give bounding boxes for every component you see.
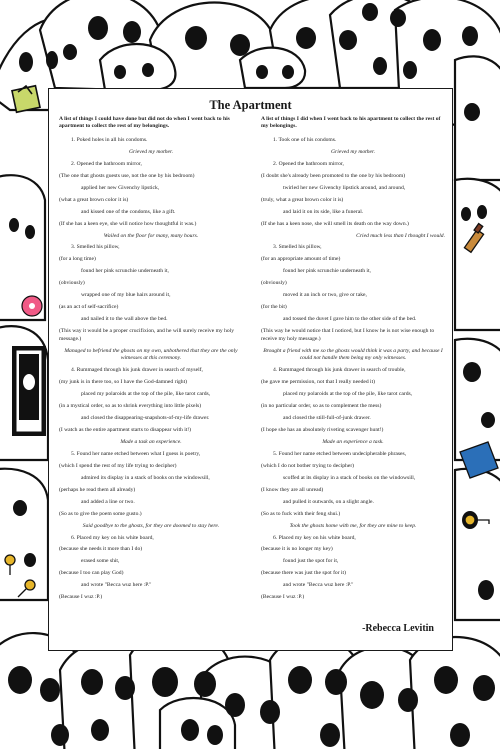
right-poem-line: and laid it on its side, like a funeral. [283,208,364,215]
right-poem-line: (I hope she has an absolutely riveting scavenger hunt!) [261,426,384,433]
left-poem-line: (The one that ghosts guests use, not the one by his bedroom) [59,172,195,179]
right-poem-line: Took the ghosts home with me, for they are mine to keep. [289,522,417,529]
left-poem-line: (Because I wuz :P.) [59,594,103,601]
left-poem-line: Managed to befriend the ghosts on my own, unbothered that they are the only witnesses at this ceremony. [64,347,238,361]
left-poem-line: (If she has a keen eye, she will notice how thoughtful it was.) [59,220,197,227]
left-poem-line: 4. Rummaged through his junk drawer in search of myself, [71,366,203,373]
left-poem-line: and nailed it to the wall above the bed. [81,316,168,323]
left-poem-line: (for a long time) [59,256,96,263]
right-poem-line: 5. Found her name etched between undecipherable phrases, [273,450,407,457]
right-poem-line: (because there was just the spot for it) [261,570,346,577]
left-poem-line: (obviously) [59,280,85,287]
left-poem-line: 1. Poked holes in all his condoms. [71,136,148,143]
left-poem-line: (what a great brown color it is) [59,196,129,203]
right-poem-line: 1. Took one of his condoms. [273,136,337,143]
right-poem-line: (obviously) [261,280,287,287]
right-poem-line: (because it is no longer my key) [261,546,333,553]
poem-card [48,88,453,651]
left-poem-line: 6. Placed my key on his white board, [71,534,154,541]
right-poem-line: and tossed the duvet I gave him to the other side of the bed. [283,316,417,323]
author-signature: -Rebecca Levitin [362,623,434,634]
left-poem-line: and closed the disappearing-snapshots-of-my-life drawer. [81,414,210,421]
left-poem-line: Made a task an experience. [120,438,182,445]
right-poem-line: Made an experience a task. [322,438,384,445]
right-poem-line: (So as to fuck with their feng shui.) [261,510,341,517]
right-poem-line: placed my polaroids at the top of the pile, like tarot cards, [283,390,413,397]
left-poem-line: (because I too can play God) [59,570,124,577]
right-poem-line: (for an appropriate amount of time) [261,256,341,263]
right-poem-line: (Because I wuz :P.) [261,594,305,601]
right-poem-line: (which I do not bother trying to decipher) [261,462,355,469]
left-poem-line: (as an act of self-sacrifice) [59,304,119,311]
right-poem-line: Grieved my mother. [331,148,375,155]
left-poem-line: (perhaps he read them all already) [59,486,136,493]
left-poem-line: (I watch as the entire apartment starts to disappear with it!) [59,426,192,433]
right-column-lines [261,137,445,602]
left-column-heading: A list of things I could have done but did not do when I went back to his apartment to collect the rest of my belongings. [59,116,230,130]
right-poem-line: 4. Rummaged through his junk drawer in search of trouble, [273,366,406,373]
right-poem-line: and pulled it outwards, on a slight angle. [283,498,374,505]
right-poem-line: (This way he would notice that I noticed, but I know he is not wise enough to receive my holy message.) [261,328,435,342]
left-poem-line: Said goodbye to the ghosts, for they are doomed to stay here. [82,522,220,529]
left-column [59,116,243,606]
right-poem-line: Brought a friend with me so the ghosts would think it was a party, and because I could not handle them being my only witnesses. [263,347,443,361]
right-poem-line: moved it an inch or two, give or take, [283,292,367,299]
left-poem-line: 5. Found her name etched between what I guess is poetry, [71,450,201,457]
poem-title: The Apartment [209,98,292,112]
right-poem-line: (truly, what a great brown color it is) [261,196,344,203]
right-poem-line: (I know they are all unread) [261,486,324,493]
left-poem-line: and kissed one of the condoms, like a gift. [81,208,176,215]
right-poem-line: (for the bit) [261,304,287,311]
right-poem-line: and wrote "Becca wuz here :P." [283,582,354,589]
left-poem-line: found her pink scrunchie underneath it, [81,268,169,275]
left-poem-line: and wrote "Becca wuz here :P." [81,582,152,589]
left-column-lines [59,137,243,602]
right-column [261,116,445,606]
right-poem-line: (I doubt she's already been promoted to the one by his bedroom) [261,172,406,179]
left-poem-line: (because she needs it more than I do) [59,546,143,553]
right-poem-line: scoffed at its display in a stack of books on the windowsill, [283,474,416,481]
left-poem-line: (my junk is in there too, so I have the God-damned right) [59,378,188,385]
left-poem-line: applied her new Givenchy lipstick, [81,184,160,191]
right-poem-line: Cried much less than I thought I would. [356,232,445,239]
left-poem-line: (in a mystical order, so as to shrink everything into little pixels) [59,402,202,409]
left-poem-line: wrapped one of my blue hairs around it, [81,292,171,299]
right-poem-line: 2. Opened the bathroom mirror, [273,160,344,167]
right-column-heading: A list of things I did when I went back to his apartment to collect the rest of my belongings. [261,116,441,130]
left-poem-line: admired its display in a stack of books on the windowsill, [81,474,210,481]
right-poem-line: found just the spot for it, [283,558,339,565]
right-poem-line: (If she has a keen nose, she will smell its death on the way down.) [261,220,409,227]
right-poem-line: 6. Placed my key on his white board, [273,534,356,541]
left-poem-line: Grieved my mother. [129,148,173,155]
left-poem-line: (This way it would be a proper crucifixion, and he will surely receive my holy message.) [59,328,235,342]
left-poem-line: placed my polaroids at the top of the pile, like tarot cards, [81,390,211,397]
left-poem-line: 2. Opened the bathroom mirror, [71,160,142,167]
left-poem-line: erased some shit, [81,558,120,565]
left-poem-line: Wailed on the floor for many, many hours. [103,232,199,239]
right-poem-line: twirled her new Givenchy lipstick around, and around, [283,184,406,191]
right-poem-line: (in no particular order, so as to complement the mess) [261,402,382,409]
right-poem-line: 3. Smelled his pillow, [273,244,322,251]
right-poem-line: (he gave me permission, not that I really needed it) [261,378,376,385]
left-poem-line: and added a line or two. [81,498,135,505]
right-poem-line: and closed the still-full-of-junk drawer. [283,414,371,421]
left-poem-line: (which I spend the rest of my life trying to decipher) [59,462,177,469]
left-poem-line: 3. Smelled his pillow, [71,244,120,251]
right-poem-line: found her pink scrunchie underneath it, [283,268,371,275]
left-poem-line: (So as to give the poem some gusto.) [59,510,142,517]
